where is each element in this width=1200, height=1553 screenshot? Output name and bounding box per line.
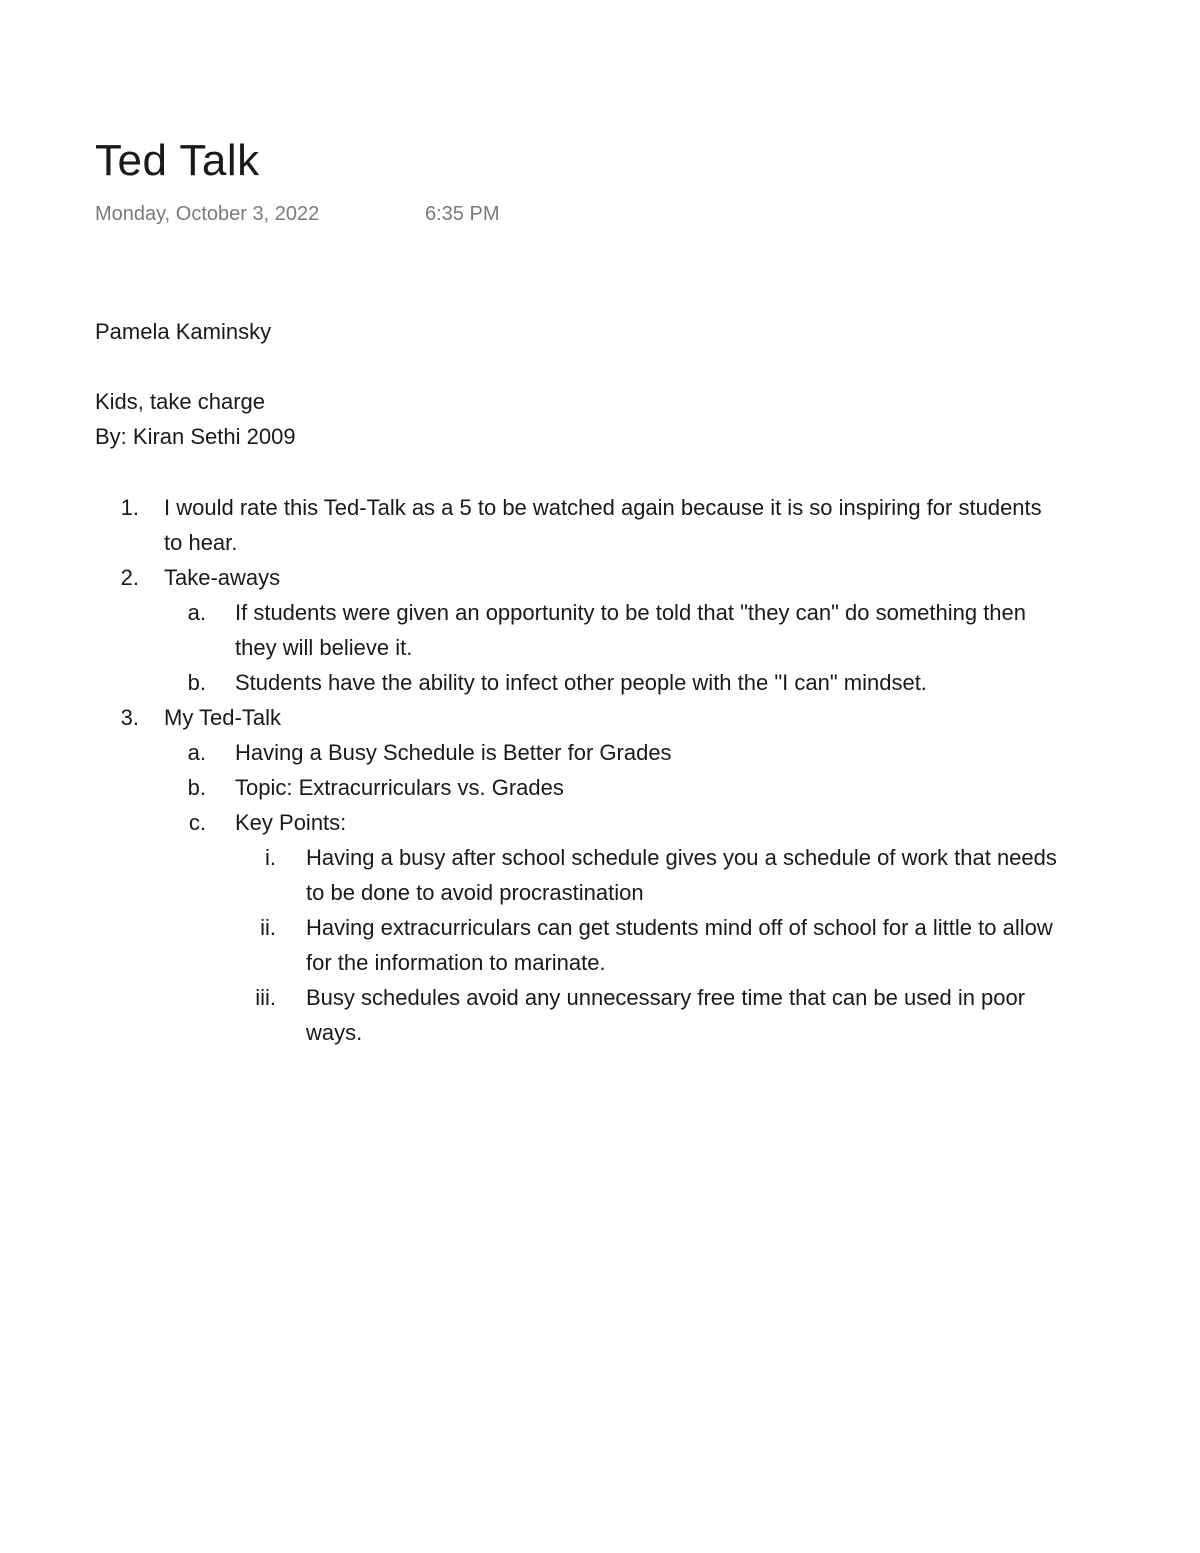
list-item-3c-i-line-2: to be done to avoid procrastination xyxy=(306,880,644,905)
list-item-2a-line-2: they will believe it. xyxy=(235,635,413,660)
list-item-3c-ii-line-1: Having extracurriculars can get students mind off of school for a little to allow xyxy=(306,915,1053,940)
list-marker-3: 3. xyxy=(120,705,139,730)
list-item-3c-ii-line-2: for the information to marinate. xyxy=(306,950,606,975)
list-marker-3c-ii: ii. xyxy=(260,915,276,940)
list-item-2a-line-1: If students were given an opportunity to be told that "they can" do something then xyxy=(235,600,1027,625)
list-item-3c-i-line-1: Having a busy after school schedule gives you a schedule of work that needs xyxy=(306,845,1057,870)
list-marker-2: 2. xyxy=(120,565,139,590)
list-item-2-line-1: Take-aways xyxy=(164,565,281,590)
talk-byline: By: Kiran Sethi 2009 xyxy=(95,424,296,449)
talk-title: Kids, take charge xyxy=(95,389,265,414)
list-item-3a-line-1: Having a Busy Schedule is Better for Grades xyxy=(235,740,672,765)
list-item-3c-line-1: Key Points: xyxy=(235,810,347,835)
list-marker-3c: c. xyxy=(188,810,206,835)
note-time: 6:35 PM xyxy=(425,203,500,225)
list-item-3c-iii-line-1: Busy schedules avoid any unnecessary free time that can be used in poor xyxy=(306,985,1026,1010)
list-item-1-line-1: I would rate this Ted-Talk as a 5 to be watched again because it is so inspiring for students xyxy=(164,495,1042,520)
author-name: Pamela Kaminsky xyxy=(95,319,272,344)
list-marker-1: 1. xyxy=(120,495,139,520)
list-item-3b-line-1: Topic: Extracurriculars vs. Grades xyxy=(235,775,564,800)
list-marker-3b: b. xyxy=(187,775,206,800)
list-marker-3c-iii: iii. xyxy=(255,985,276,1010)
list-item-2b-line-1: Students have the ability to infect other people with the "I can" mindset. xyxy=(235,670,927,695)
list-marker-3c-i: i. xyxy=(265,845,276,870)
page-title: Ted Talk xyxy=(95,136,260,185)
list-marker-2a: a. xyxy=(187,600,206,625)
list-item-3c-iii-line-2: ways. xyxy=(306,1020,363,1045)
note-date: Monday, October 3, 2022 xyxy=(95,203,320,225)
list-marker-3a: a. xyxy=(187,740,206,765)
list-item-1-line-2: to hear. xyxy=(164,530,238,555)
list-item-3-line-1: My Ted-Talk xyxy=(164,705,281,730)
list-marker-2b: b. xyxy=(187,670,206,695)
